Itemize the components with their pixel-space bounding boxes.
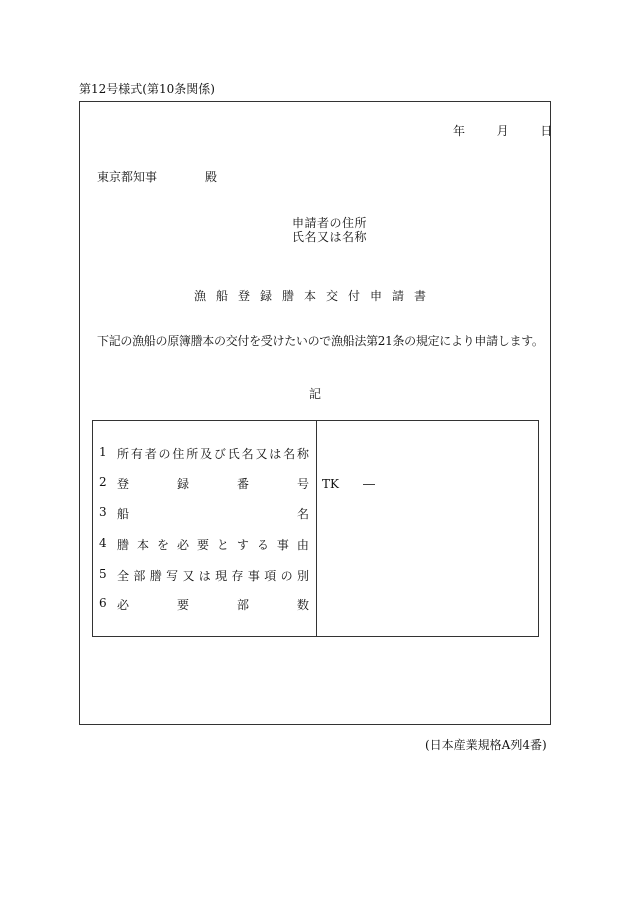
applicant-block: [292, 216, 367, 244]
item-number: 4: [99, 536, 107, 550]
request-statement: 下記の漁船の原簿謄本の交付を受けたいので漁船法第21条の規定により申請します。: [97, 334, 544, 348]
date-line: [453, 122, 552, 139]
item-label: 船 名: [117, 507, 309, 521]
applicant-name-label: 氏名又は名称: [292, 230, 368, 244]
applicant-address-label: 申請者の住所: [292, 216, 368, 230]
form-label: 第12号様式(第10条関係): [79, 82, 215, 96]
item-number: 6: [99, 596, 107, 610]
addressee-name: 東京都知事: [97, 170, 158, 184]
item-value: TK ―: [322, 477, 375, 491]
table-divider: [316, 421, 317, 636]
item-label: 登 録 番 号: [117, 477, 309, 491]
table-row: [99, 536, 309, 552]
table-row: [99, 475, 309, 491]
date-day: 日: [540, 124, 553, 138]
item-label: 謄 本 を 必 要 と す る 事 由: [117, 538, 309, 552]
item-number: 5: [99, 567, 107, 581]
item-label: 所 有 者 の 住 所 及 び 氏 名 又 は 名 称: [117, 447, 309, 461]
item-label: 必 要 部 数: [117, 598, 309, 612]
item-number: 1: [99, 445, 107, 459]
document-title: 漁船登録謄本交付申請書: [194, 289, 437, 303]
table-row: [99, 567, 309, 583]
item-label: 全 部 謄 写 又 は 現 存 事 項 の 別: [117, 569, 309, 583]
table-row: [99, 505, 309, 521]
item-number: 2: [99, 475, 107, 489]
ki-marker: 記: [309, 387, 322, 401]
addressee-suffix: 殿: [205, 170, 218, 184]
date-year: 年: [453, 124, 466, 138]
item-number: 3: [99, 505, 107, 519]
table-row: [99, 445, 309, 461]
date-month: 月: [496, 124, 509, 138]
addressee: [97, 168, 217, 185]
table-row: [99, 596, 309, 612]
items-table: [92, 420, 539, 637]
paper-size-note: (日本産業規格A列4番): [425, 738, 547, 752]
